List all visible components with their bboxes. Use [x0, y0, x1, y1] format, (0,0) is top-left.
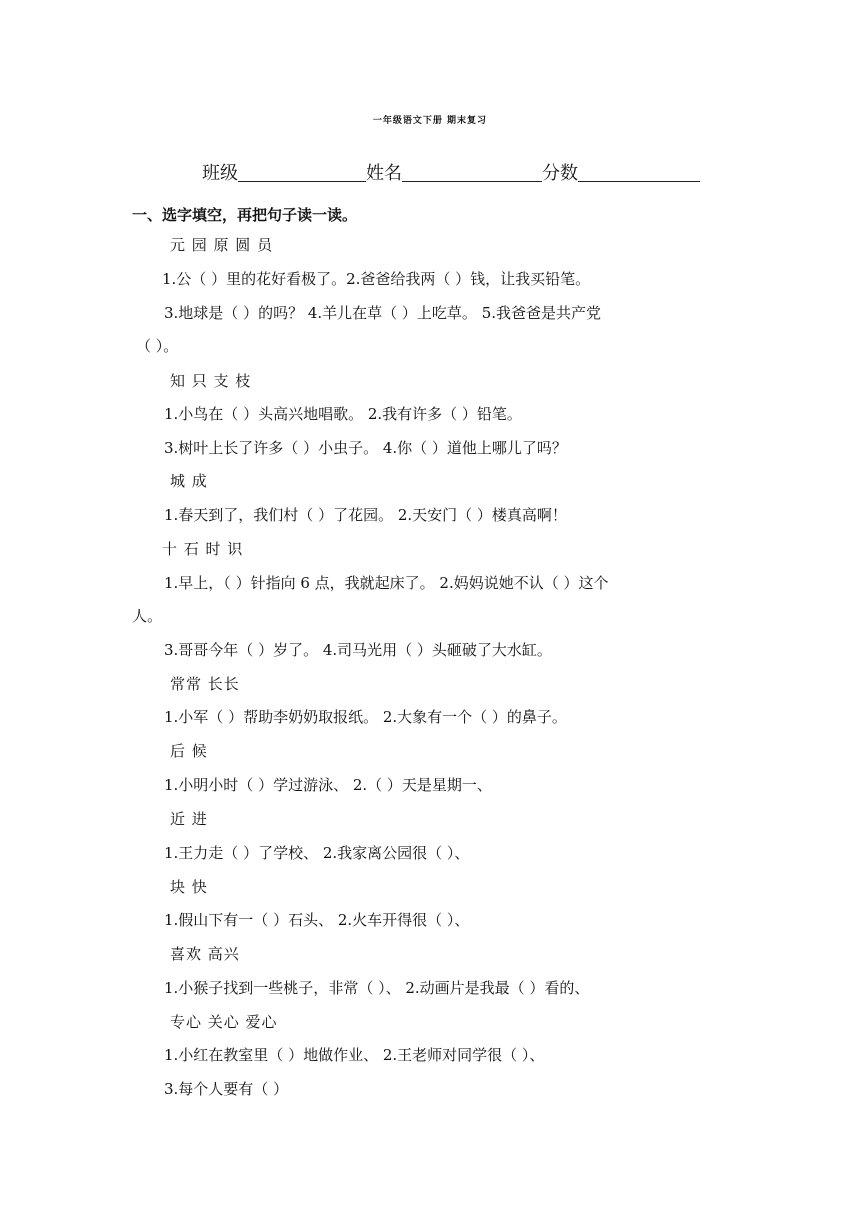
exercise-line: 1.小军（ ）帮助李奶奶取报纸。 2.大象有一个（ ）的鼻子。 [164, 708, 567, 726]
char-options: 元 园 原 圆 员 [170, 236, 274, 254]
exercise-line: 1.小猴子找到一些桃子，非常（ ）、 2.动画片是我最（ ）看的、 [164, 979, 590, 997]
name-label: 姓名 [366, 163, 402, 184]
exercise-line: 1.小明小时（ ）学过游泳、 2.（ ）天是星期一、 [164, 776, 492, 794]
exercise-line: 3.树叶上长了许多（ ）小虫子。 4.你（ ）道他上哪儿了吗？ [164, 439, 567, 457]
char-options: 知 只 支 枝 [170, 372, 252, 390]
char-options: 喜欢 高兴 [170, 945, 240, 963]
exercise-line: 1.公（ ）里的花好看极了。2.爸爸给我两（ ）钱，让我买铅笔。 [162, 270, 591, 288]
class-label: 班级 [202, 163, 238, 184]
exercise-line: 3.哥哥今年（ ）岁了。 4.司马光用（ ）头砸破了大水缸。 [164, 641, 552, 659]
score-blank [578, 163, 700, 182]
exercise-line: 1.王力走（ ）了学校、 2.我家离公园很（ ）、 [164, 844, 470, 862]
exercise-line: （ ）。 [136, 337, 179, 355]
exercise-line: 人。 [132, 607, 163, 625]
exercise-line: 1.假山下有一（ ）石头、 2.火车开得很（ ）、 [164, 911, 470, 929]
exercise-line: 3.地球是（ ）的吗？ 4.羊儿在草（ ）上吃草。 5.我爸爸是共产党 [164, 304, 602, 322]
class-blank [238, 163, 366, 182]
name-blank [402, 163, 542, 182]
student-info-row [202, 159, 700, 185]
section-heading: 一、选字填空，再把句子读一读。 [132, 206, 358, 224]
page-title: 一年级语文下册 期末复习 [372, 116, 488, 126]
char-options: 近 进 [170, 810, 208, 828]
char-options: 块 快 [170, 878, 208, 896]
char-options: 后 候 [170, 742, 208, 760]
char-options: 专心 关心 爱心 [170, 1013, 278, 1031]
exercise-line: 1.早上，（ ）针指向 6 点，我就起床了。 2.妈妈说她不认（ ）这个 [164, 574, 609, 592]
score-label: 分数 [542, 163, 578, 184]
char-options: 常常 长长 [170, 675, 240, 693]
char-options: 城 成 [170, 472, 208, 490]
exercise-line: 1.小鸟在（ ）头高兴地唱歌。 2.我有许多（ ）铅笔。 [164, 405, 522, 423]
exercise-line: 1.春天到了，我们村（ ）了花园。 2.天安门（ ）楼真高啊！ [164, 506, 567, 524]
exercise-line: 1.小红在教室里（ ）地做作业、 2.王老师对同学很（ ）、 [164, 1046, 545, 1064]
exercise-line: 3.每个人要有（ ） [164, 1080, 289, 1098]
char-options: 十 石 时 识 [162, 540, 244, 558]
